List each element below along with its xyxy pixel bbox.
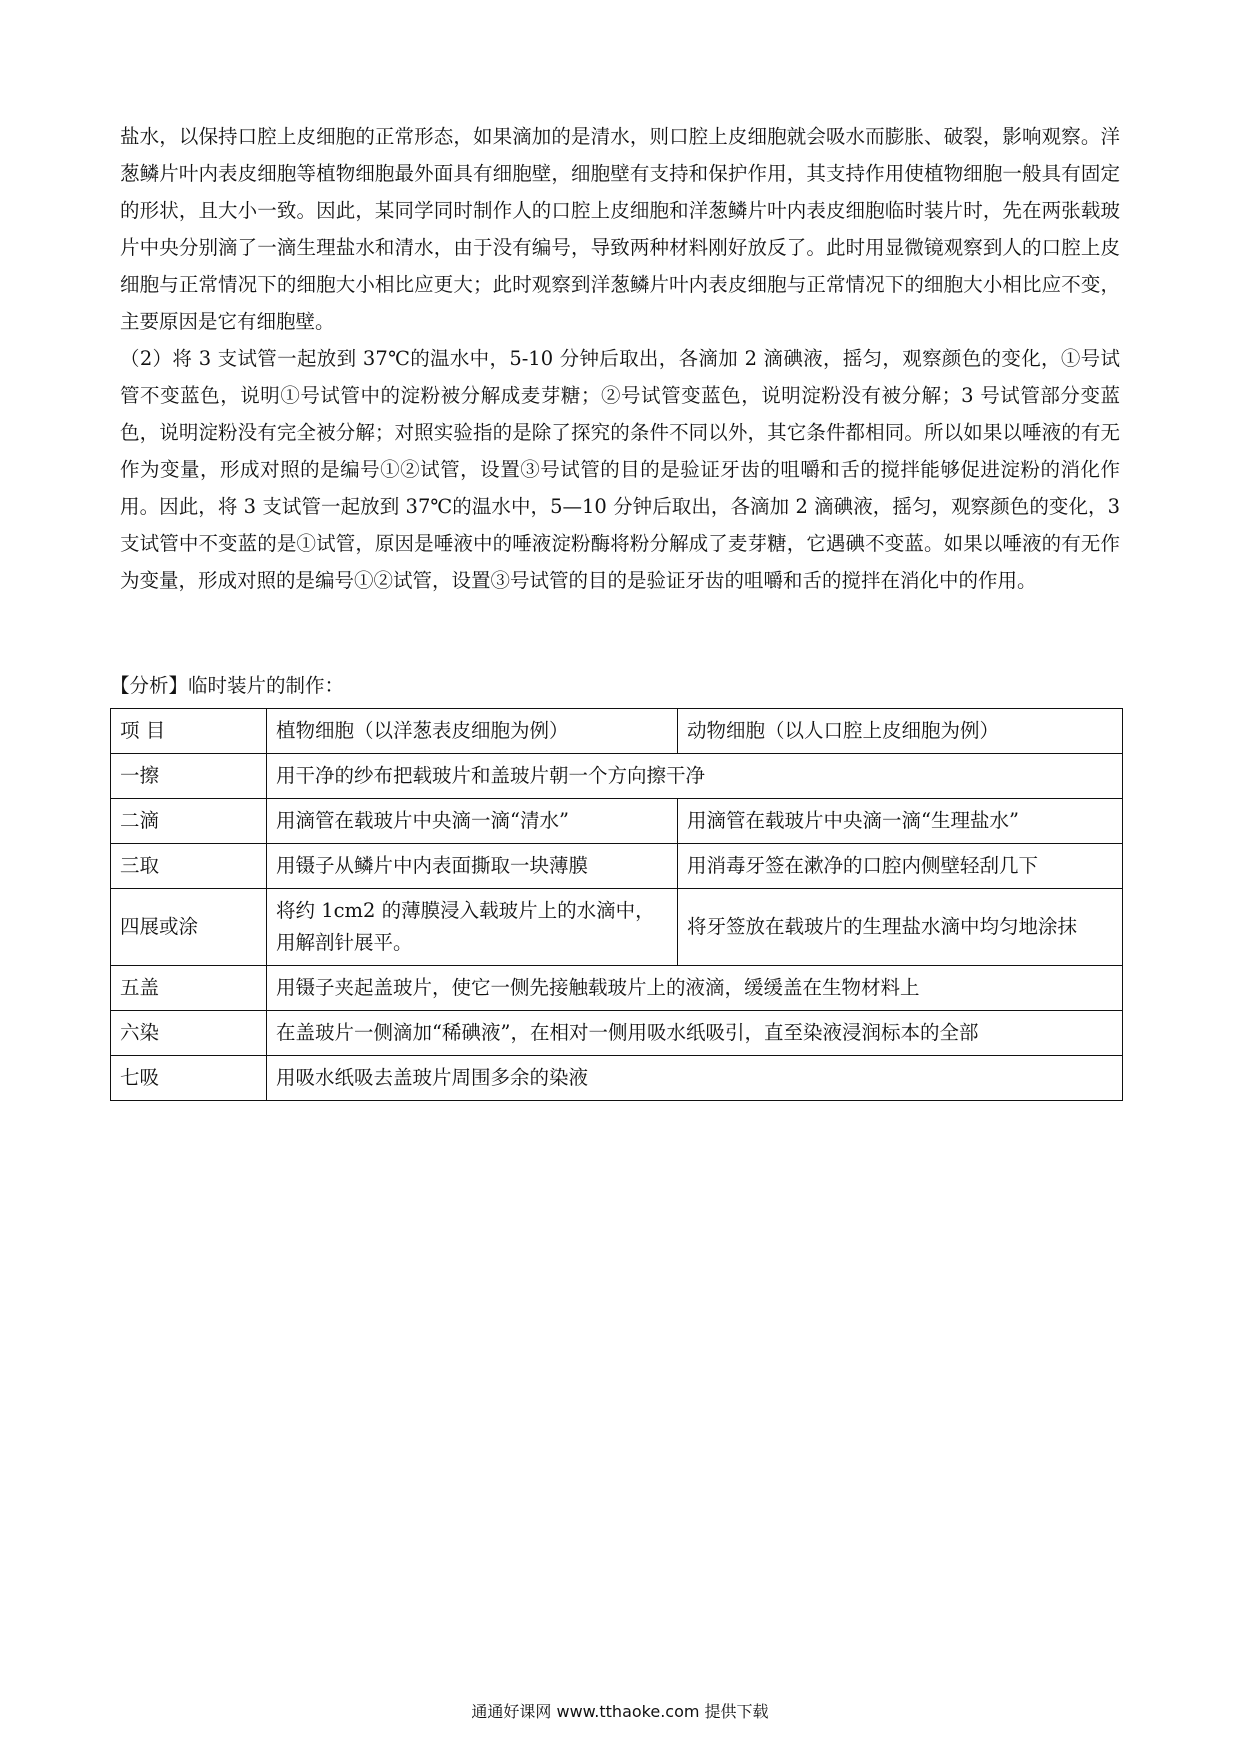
step-name: 七吸 [111, 1056, 267, 1101]
step-common: 用干净的纱布把载玻片和盖玻片朝一个方向擦干净 [267, 754, 1123, 799]
slide-preparation-table [110, 708, 1123, 1101]
paragraph-cell-comparison: 盐水，以保持口腔上皮细胞的正常形态，如果滴加的是清水，则口腔上皮细胞就会吸水而膨胀、破裂，影响观察。洋葱鳞片叶内表皮细胞等植物细胞最外面具有细胞壁，细胞壁有支持和保护作用，其支持作用使植物细胞一般具有固定的形状，且大小一致。因此，某同学同时制作人的口腔上皮细胞和洋葱鳞片叶内表皮细胞临时装片时，先在两张载玻片中央分别滴了一滴生理盐水和清水，由于没有编号，导致两种材料刚好放反了。此时用显微镜观察到人的口腔上皮细胞与正常情况下的细胞大小相比应更大；此时观察到洋葱鳞片叶内表皮细胞与正常情况下的细胞大小相比应不变，主要原因是它有细胞壁。 [120, 125, 1120, 333]
table-row [111, 966, 1123, 1011]
step-plant: 用滴管在载玻片中央滴一滴“清水” [267, 799, 678, 844]
step-name: 六染 [111, 1011, 267, 1056]
table-row [111, 1011, 1123, 1056]
table-row [111, 1056, 1123, 1101]
table-row [111, 889, 1123, 966]
body-text [120, 118, 1120, 599]
header-plant-cell: 植物细胞（以洋葱表皮细胞为例） [267, 709, 678, 754]
header-item: 项 目 [111, 709, 267, 754]
step-common: 用吸水纸吸去盖玻片周围多余的染液 [267, 1056, 1123, 1101]
step-animal: 用滴管在载玻片中央滴一滴“生理盐水” [678, 799, 1123, 844]
analysis-heading: 【分析】临时装片的制作： [110, 674, 345, 697]
page-footer: 通通好课网 www.tthaoke.com 提供下载 [471, 1702, 769, 1721]
table-row [111, 799, 1123, 844]
step-name: 四展或涂 [111, 889, 267, 966]
step-common: 在盖玻片一侧滴加“稀碘液”，在相对一侧用吸水纸吸引，直至染液浸润标本的全部 [267, 1011, 1123, 1056]
header-animal-cell: 动物细胞（以人口腔上皮细胞为例） [678, 709, 1123, 754]
step-animal: 用消毒牙签在漱净的口腔内侧壁轻刮几下 [678, 844, 1123, 889]
step-name: 二滴 [111, 799, 267, 844]
step-name: 三取 [111, 844, 267, 889]
table-row [111, 844, 1123, 889]
step-name: 一擦 [111, 754, 267, 799]
paragraph-test-tube-experiment: （2）将 3 支试管一起放到 37℃的温水中，5-10 分钟后取出，各滴加 2 滴碘液，摇匀，观察颜色的变化，①号试管不变蓝色，说明①号试管中的淀粉被分解成麦芽糖；②号试管变蓝色，说明淀粉没有被分解；3 号试管部分变蓝色，说明淀粉没有完全被分解；对照实验指的是除了探究的条件不同以外，其它条件都相同。所以如果以唾液的有无作为变量，形成对照的是编号①②试管，设置③号试管的目的是验证牙齿的咀嚼和舌的搅拌能够促进淀粉的消化作用。因此，将 3 支试管一起放到 37℃的温水中，5—10 分钟后取出，各滴加 2 滴碘液，摇匀，观察颜色的变化，3 支试管中不变蓝的是①试管，原因是唾液中的唾液淀粉酶将粉分解成了麦芽糖，它遇碘不变蓝。如果以唾液的有无作为变量，形成对照的是编号①②试管，设置③号试管的目的是验证牙齿的咀嚼和舌的搅拌在消化中的作用。 [120, 347, 1120, 592]
table-row [111, 754, 1123, 799]
table-header-row [111, 709, 1123, 754]
step-animal: 将牙签放在载玻片的生理盐水滴中均匀地涂抹 [678, 889, 1123, 966]
step-plant: 将约 1cm2 的薄膜浸入载玻片上的水滴中，用解剖针展平。 [267, 889, 678, 966]
step-plant: 用镊子从鳞片中内表面撕取一块薄膜 [267, 844, 678, 889]
step-common: 用镊子夹起盖玻片，使它一侧先接触载玻片上的液滴，缓缓盖在生物材料上 [267, 966, 1123, 1011]
step-name: 五盖 [111, 966, 267, 1011]
